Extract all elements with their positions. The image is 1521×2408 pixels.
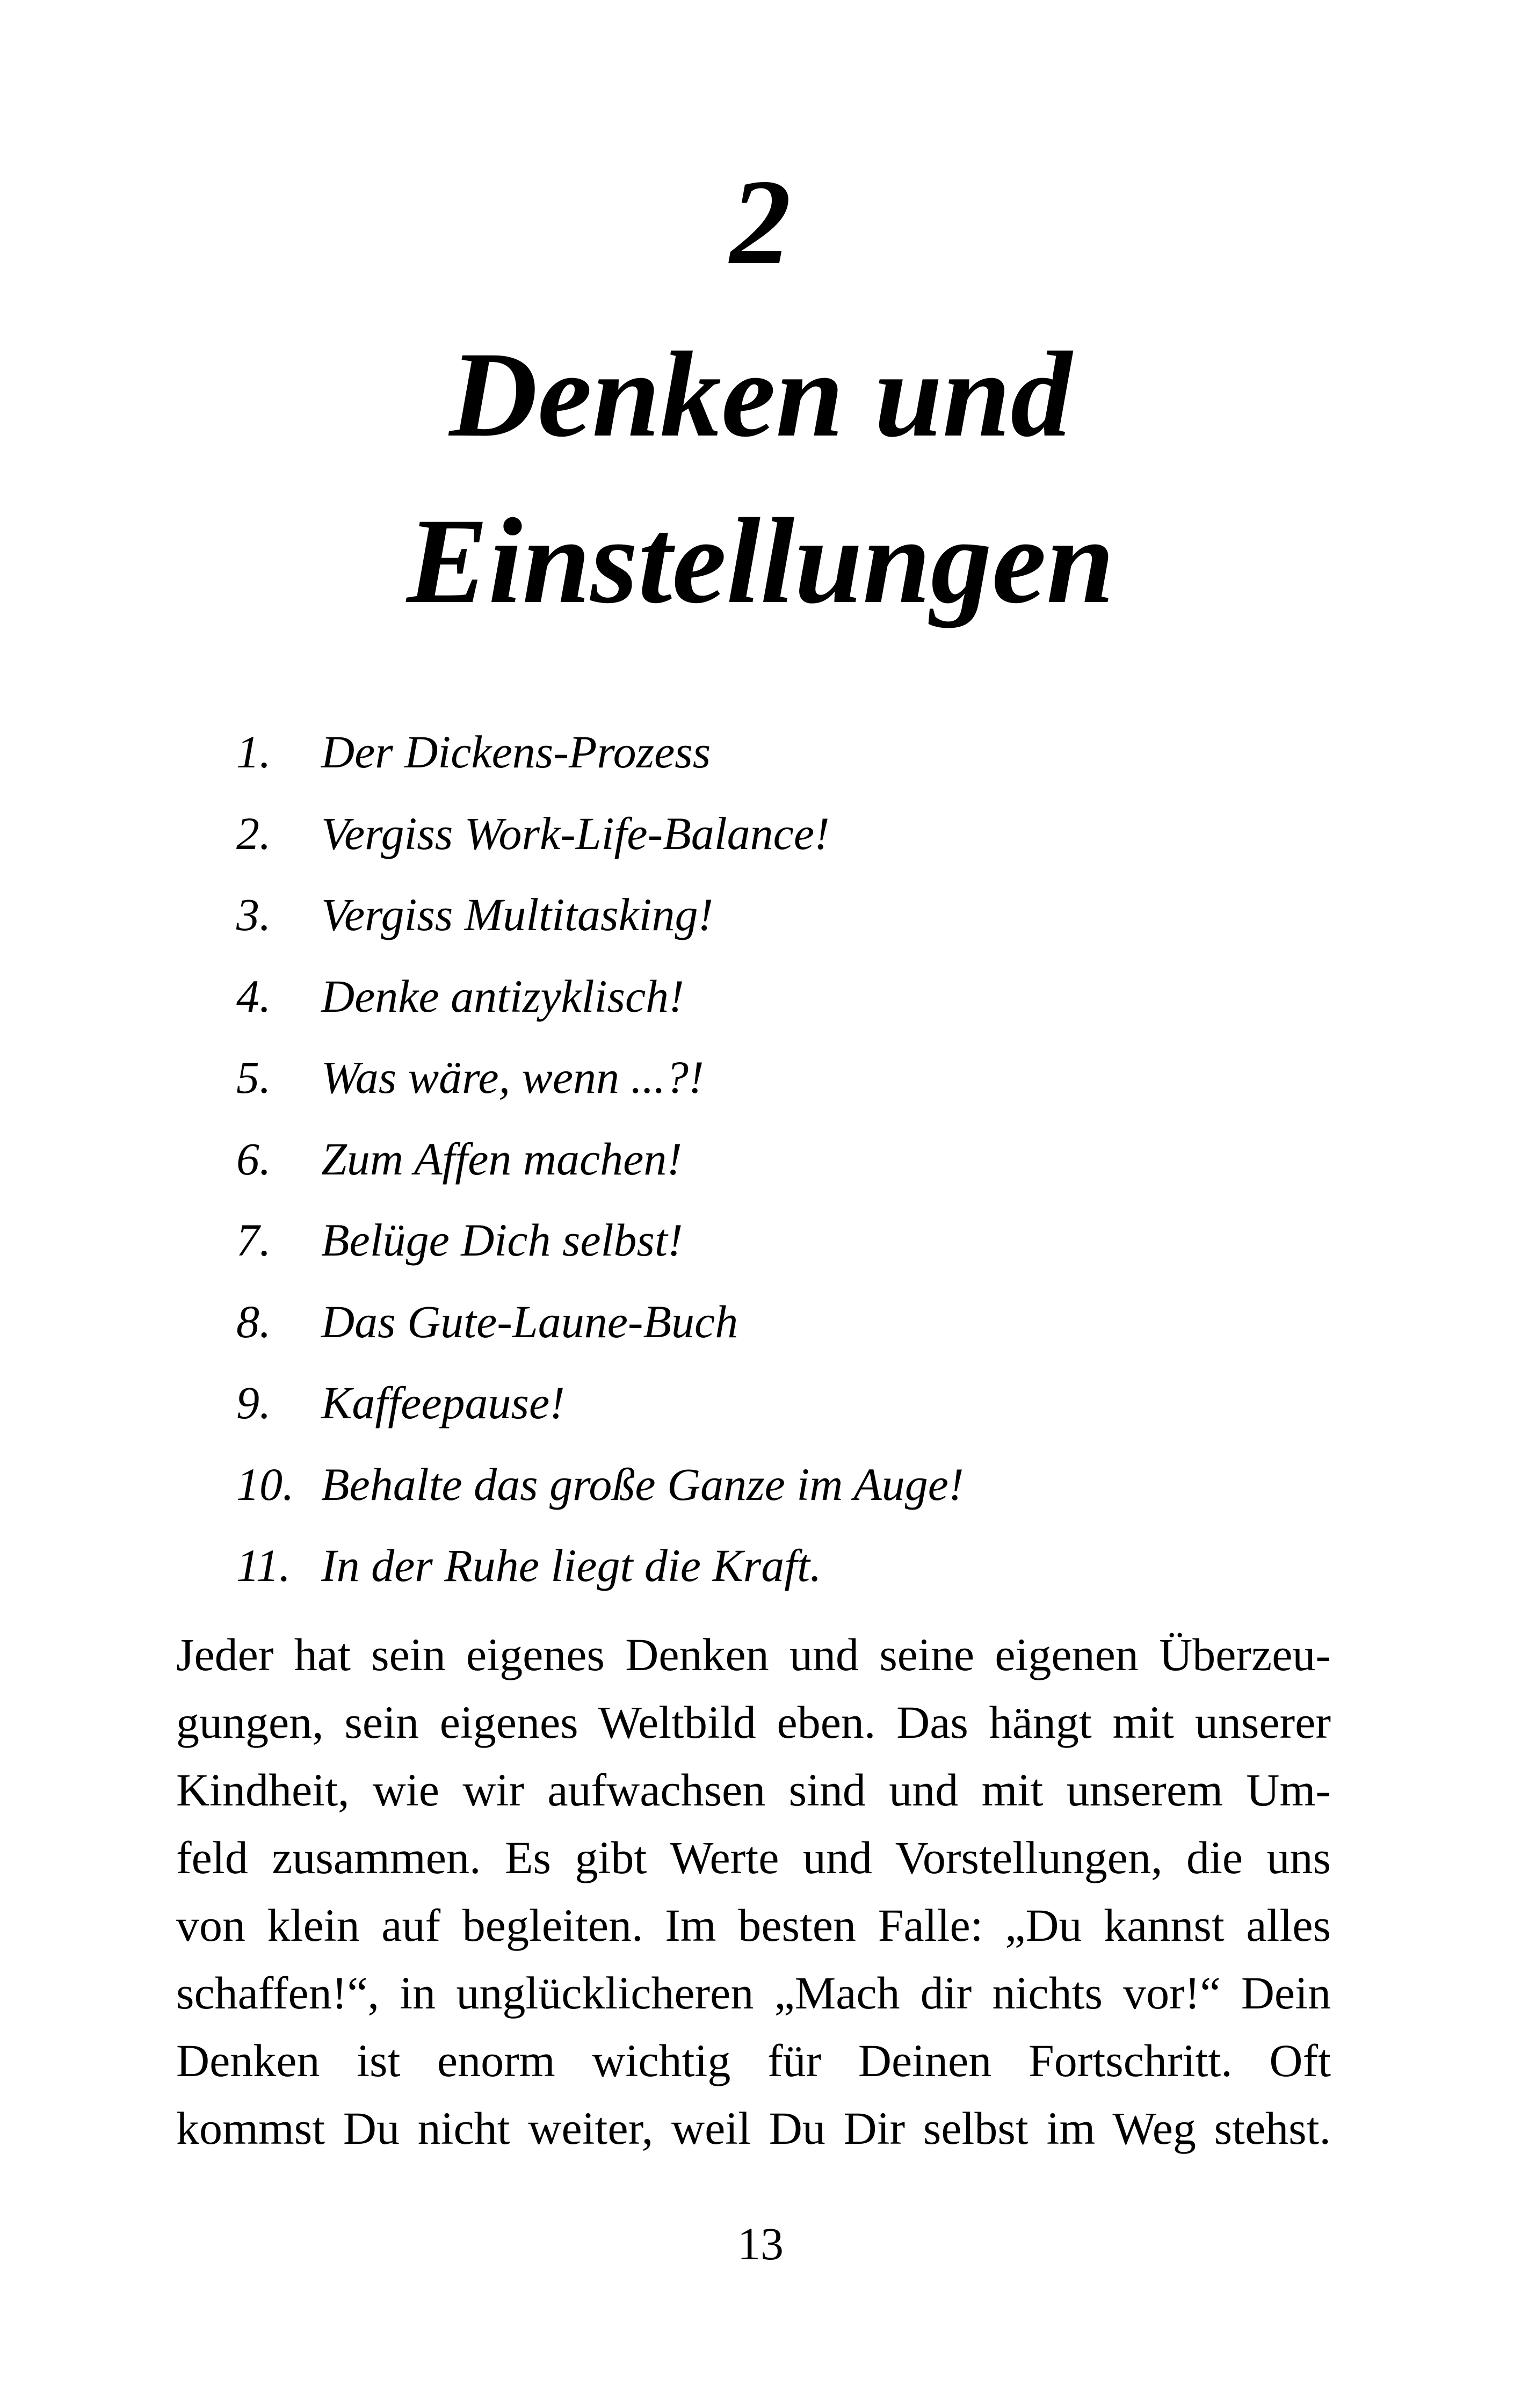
chapter-number: 2 (730, 155, 791, 290)
list-item-number: 11. (236, 1540, 291, 1591)
list-item (236, 1037, 964, 1119)
paragraph-line: Jeder hat sein eigenes Denken und seine eigenen Überzeu- (176, 1629, 1331, 1680)
chapter-title (0, 311, 1521, 644)
list-item-text: Belüge Dich selbst! (321, 1214, 683, 1266)
list-item-number: 2. (236, 807, 271, 859)
list-item (236, 1362, 964, 1444)
list-item-number: 8. (236, 1295, 271, 1347)
list-item (236, 1444, 964, 1526)
paragraph-line: schaffen!“, in unglücklicheren „Mach dir nichts vor!“ Dein (176, 1967, 1331, 2019)
list-item-number: 5. (236, 1051, 271, 1103)
list-item (236, 1281, 964, 1363)
chapter-title-line: Einstellungen (407, 494, 1114, 629)
list-item-text: Vergiss Multitasking! (321, 889, 714, 940)
list-item-text: Behalte das große Ganze im Auge! (321, 1458, 964, 1510)
list-item-text: Das Gute-Laune-Buch (321, 1295, 738, 1347)
list-item-text: Vergiss Work-Life-Balance! (321, 807, 830, 859)
list-item (236, 1119, 964, 1200)
list-item-text: Denke antizyklisch! (321, 970, 684, 1022)
paragraph-line: Kindheit, wie wir aufwachsen sind und mit unserem Um- (176, 1764, 1331, 1816)
paragraph-line: Denken ist enorm wichtig für Deinen Fortschritt. Oft (176, 2035, 1331, 2086)
list-item (236, 956, 964, 1038)
list-item-number: 9. (236, 1377, 271, 1428)
list-item (236, 712, 964, 793)
body-paragraph (176, 1621, 1331, 2162)
paragraph-line: feld zusammen. Es gibt Werte und Vorstellungen, die uns (176, 1832, 1331, 1883)
list-item (236, 1525, 964, 1607)
list-item-text: Zum Affen machen! (321, 1133, 682, 1185)
list-item-number: 10. (236, 1458, 294, 1510)
list-item-text: In der Ruhe liegt die Kraft. (321, 1540, 822, 1591)
list-item-text: Der Dickens-Prozess (321, 726, 711, 778)
list-item-number: 6. (236, 1133, 271, 1185)
list-item (236, 1200, 964, 1281)
list-item-number: 1. (236, 726, 271, 778)
list-item-text: Was wäre, wenn ...?! (321, 1051, 704, 1103)
list-item (236, 874, 964, 956)
chapter-contents-list (236, 712, 964, 1607)
paragraph-line: kommst Du nicht weiter, weil Du Dir selbst im Weg stehst. (176, 2102, 1331, 2154)
list-item-number: 7. (236, 1214, 271, 1266)
list-item-number: 4. (236, 970, 271, 1022)
list-item (236, 793, 964, 875)
list-item-text: Kaffeepause! (321, 1377, 565, 1428)
chapter-title-line: Denken und (449, 327, 1072, 462)
page-number: 13 (737, 2218, 784, 2269)
paragraph-line: von klein auf begleiten. Im besten Falle: „Du kannst alles (176, 1899, 1331, 1951)
list-item-number: 3. (236, 889, 271, 940)
paragraph-line: gungen, sein eigenes Weltbild eben. Das hängt mit unserer (176, 1696, 1331, 1748)
